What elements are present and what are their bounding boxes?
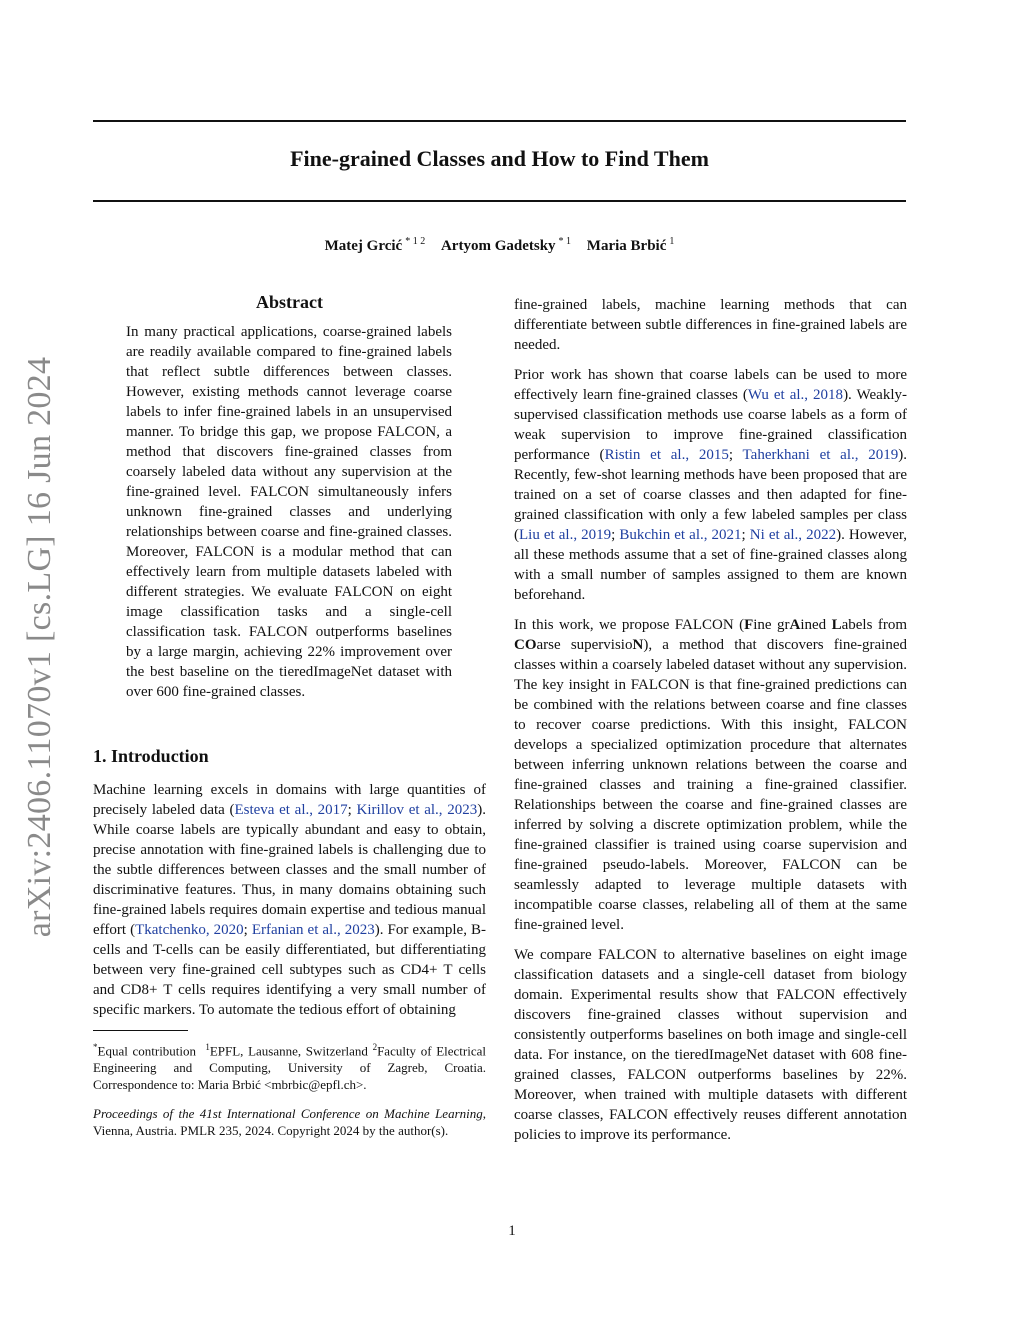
text-run: ; xyxy=(728,447,743,463)
author-name: Maria Brbić xyxy=(586,238,667,254)
text-run: ). However, all these methods assume that a set of fine-grained classes along with a small number of samples assigned to them are known beforehand. xyxy=(514,527,908,603)
text-run: ). Weakly-supervised classification methods use coarse labels as a form of weak supervision to improve fine-grained classification performance ( xyxy=(514,387,907,463)
text-run: Machine learning excels in domains with large quantities of precisely labeled data ( xyxy=(93,782,486,818)
footnote-affiliation-1: EPFL, Lausanne, Switzerland xyxy=(209,1043,368,1059)
acronym-letter: CO xyxy=(514,637,537,653)
arxiv-stamp-text: arXiv:2406.11070v1 [cs.LG] 16 Jun 2024 xyxy=(21,356,58,938)
text-run: Prior work has shown that coarse labels can be used to more effectively learn fine-grained classes ( xyxy=(514,367,907,403)
intro-paragraph-4: We compare FALCON to alternative baselines on eight image classification datasets and a single-cell dataset from biology domain. Experimental results show that FALCON effectively discovers fine-grained classes without supervision and consistently outperforms baselines on both image and single-cell data. For instance, on the tieredImageNet dataset with 608 fine-grained classes, FALCON outperforms baselines by 22%. Moreover, when trained with multiple datasets with different coarse classes, FALCON effectively reuses different annotation policies to improve its performance. xyxy=(514,947,907,1143)
author-name: Matej Grcić xyxy=(324,238,403,254)
author-name: Artyom Gadetsky xyxy=(440,238,556,254)
acronym-rest: ine gr xyxy=(753,617,790,633)
acronym-letter: F xyxy=(744,617,754,633)
text-run: ). For example, B-cells and T-cells can be easily differentiated, but differentiating between very fine-grained cell subtypes such as CD4+ T cells and CD8+ T cells requires identifying a very small number of specific markers. To automate the tedious effort of obtaining xyxy=(93,922,486,1018)
affiliation-footnote xyxy=(93,1039,486,1093)
intro-paragraph-2 xyxy=(514,365,907,605)
arxiv-stamp xyxy=(22,355,58,940)
text-run: ). Recently, few-shot learning methods have been proposed that are trained on a set of coarse classes and then adapted for fine-grained classification with only a few labeled samples per class ( xyxy=(514,447,908,543)
author-marks: * 1 2 xyxy=(405,236,426,247)
citation-link[interactable]: Taherkhani et al., 2019 xyxy=(742,447,899,463)
citation-link[interactable]: Ristin et al., 2015 xyxy=(604,447,729,463)
footnote-mark: 2 xyxy=(372,1042,378,1052)
footnote-block xyxy=(93,1039,486,1139)
author-brbic xyxy=(587,238,675,254)
citation-link[interactable]: Esteva et al., 2017 xyxy=(234,802,348,818)
footnote-affiliation-2: Faculty of Electrical Engineering and Computing, University of Zagreb, Croatia. Correspondence to: Maria Brbić <mbrbic@epfl.ch>. xyxy=(93,1043,486,1093)
text-run: ; xyxy=(741,527,750,543)
author-marks: * 1 xyxy=(558,236,572,247)
text-run: ; xyxy=(243,922,252,938)
proceedings-details: , Vienna, Austria. PMLR 235, 2024. Copyright 2024 by the author(s). xyxy=(93,1106,486,1139)
intro-paragraph-1-continued: fine-grained labels, machine learning methods that can differentiate between subtle differences in fine-grained labels are needed. xyxy=(514,297,907,353)
abstract-heading: Abstract xyxy=(256,292,323,312)
text-run: In this work, we propose FALCON ( xyxy=(514,617,745,633)
page-number: 1 xyxy=(508,1223,516,1239)
acronym-letter: L xyxy=(831,617,842,633)
citation-link[interactable]: Bukchin et al., 2021 xyxy=(619,527,742,543)
footnote-equal: Equal contribution xyxy=(97,1043,197,1059)
acronym-rest: abels from xyxy=(841,617,907,633)
author-list xyxy=(93,236,906,255)
citation-link[interactable]: Liu et al., 2019 xyxy=(519,527,612,543)
footnote-rule xyxy=(93,1030,188,1031)
abstract-text: In many practical applications, coarse-grained labels are readily available compared to fine-grained labels that reflect subtle differences between classes. However, existing methods cannot leverage coarse labels to infer fine-grained labels in an unsupervised manner. To bridge this gap, we propose FALCON, a method that discovers fine-grained classes from coarsely labeled data without any supervision at the fine-grained level. FALCON simultaneously infers unknown fine-grained classes and underlying relationships between coarse and fine-grained classes. Moreover, FALCON is a modular method that can effectively learn from multiple datasets labeled with different strategies. We evaluate FALCON on eight image classification tasks and a single-cell classification task. FALCON outperforms baselines by a large margin, achieving 22% improvement over the best baseline on the tieredImageNet dataset with over 600 fine-grained classes. xyxy=(126,324,452,700)
footnote-mark: 1 xyxy=(205,1042,210,1052)
proceedings-note xyxy=(93,1105,486,1139)
acronym-rest: ined xyxy=(800,617,832,633)
citation-link[interactable]: Tkatchenko, 2020 xyxy=(135,922,244,938)
author-marks: 1 xyxy=(669,236,675,247)
text-run: ; xyxy=(611,527,620,543)
title-rule-bottom xyxy=(93,200,906,202)
section-heading-introduction: 1. Introduction xyxy=(93,746,209,766)
paper-title: Fine-grained Classes and How to Find Them xyxy=(290,146,709,171)
text-run: ), a method that discovers fine-grained classes within a coarsely labeled dataset without any supervision. The key insight in FALCON is that fine-grained predictions can be combined with the relations between coarse and fine classes to recover coarse predictions. With this insight, FALCON develops a specialized optimization procedure that alternates between inferring unknown relations between the coarse and fine-grained classes and training a fine-grained classifier. Relationships between the coarse and fine-grained classes are inferred by solving a discrete optimization problem, while the fine-grained classifier is trained using coarse supervision and fine-grained pseudo-labels. Moreover, FALCON can be seamlessly adapted to leverage multiple datasets with incompatible coarse classes, relabeling all of them at the same fine-grained level. xyxy=(514,637,907,933)
acronym-letter: N xyxy=(632,637,644,653)
proceedings-venue: Proceedings of the 41st International Conference on Machine Learning xyxy=(93,1106,483,1122)
footnote-mark: * xyxy=(93,1042,98,1052)
title-rule-top xyxy=(93,120,906,122)
left-column xyxy=(93,290,486,1139)
acronym-letter: A xyxy=(789,617,801,633)
citation-link[interactable]: Ni et al., 2022 xyxy=(749,527,837,543)
text-run: ; xyxy=(347,802,357,818)
author-grcic xyxy=(325,238,426,254)
acronym-rest: arse supervisio xyxy=(536,637,633,653)
citation-link[interactable]: Wu et al., 2018 xyxy=(747,387,844,403)
author-gadetsky xyxy=(441,238,571,254)
intro-paragraph-1 xyxy=(93,780,486,1020)
citation-link[interactable]: Erfanian et al., 2023 xyxy=(251,922,375,938)
citation-link[interactable]: Kirillov et al., 2023 xyxy=(356,802,478,818)
text-run: ). While coarse labels are typically abundant and easy to obtain, precise annotation with fine-grained labels is challenging due to the subtle differences between classes and the small number of discriminative features. Thus, in many domains obtaining such fine-grained labels requires domain expertise and tedious manual effort ( xyxy=(93,802,486,938)
right-column xyxy=(514,295,907,1155)
intro-paragraph-3 xyxy=(514,615,907,935)
